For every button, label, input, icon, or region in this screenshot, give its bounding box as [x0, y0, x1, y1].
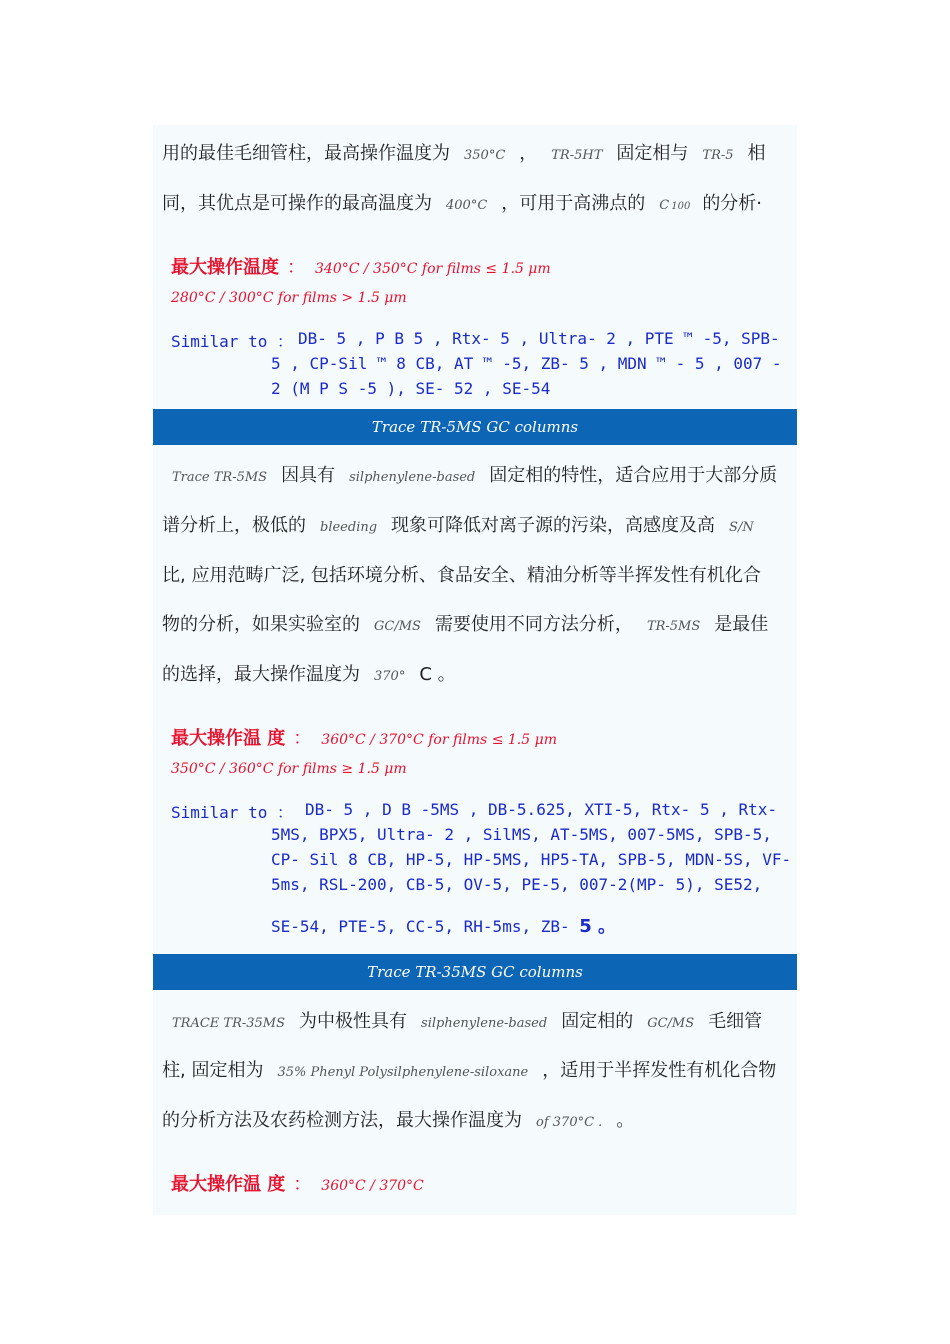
intro-line-1: 用的最佳毛细管柱，最高操作温度为 350°C ， TR-5HT 固定相与 TR-5 相: [162, 143, 766, 164]
similar-list-1-line-2: 5 , CP-Sil ™ 8 CB, AT ™ -5, ZB- 5 , MDN ™ - 5 , 007 -: [271, 354, 782, 373]
similar-list-2-line-1: DB- 5 , D B -5MS , DB-5.625, XTI-5, Rtx- 5 , Rtx-: [305, 800, 778, 819]
max-temp-heading-2: 最大操作温 度 ： 360°C / 370°C for films ≤ 1.5 μm: [171, 728, 557, 749]
tr5ms-line-5: 的选择，最大操作温度为 370° C 。: [162, 664, 456, 685]
similar-list-2-line-2: 5MS, BPX5, Ultra- 2 , SilMS, AT-5MS, 007-5MS, SPB-5,: [271, 825, 772, 844]
section-header-tr5ms: Trace TR-5MS GC columns: [153, 409, 797, 445]
similar-to-label-1: Similar to ：: [171, 332, 293, 351]
similar-list-1-line-1: DB- 5 , P B 5 , Rtx- 5 , Ultra- 2 , PTE ™ -5, SPB-: [298, 329, 780, 348]
tr35ms-line-1: TRACE TR-35MS 为中极性具有 silphenylene-based 固定相的 GC/MS 毛细管: [172, 1011, 763, 1032]
similar-list-1-line-3: 2 (M P S -5 ), SE- 52 , SE-54: [271, 379, 551, 398]
section-header-tr35ms: Trace TR-35MS GC columns: [153, 954, 797, 990]
tr5ms-line-4: 物的分析，如果实验室的 GC/MS 需要使用不同方法分析， TR-5MS 是最佳: [162, 614, 769, 635]
tr35ms-line-2: 柱, 固定相为 35% Phenyl Polysilphenylene-siloxane ，适用于半挥发性有机化合物: [162, 1060, 777, 1081]
tr5ms-line-1: Trace TR-5MS 因具有 silphenylene-based 固定相的特性，适合应用于大部分质: [172, 465, 778, 486]
similar-list-2-line-5: SE-54, PTE-5, CC-5, RH-5ms, ZB- 5 。: [271, 916, 617, 937]
max-temp-secondary-1: 280°C / 300°C for films > 1.5 μm: [171, 290, 407, 306]
similar-to-label-2: Similar to ：: [171, 803, 293, 822]
max-temp-heading-1: 最大操作温度 ： 340°C / 350°C for films ≤ 1.5 μm: [171, 257, 551, 278]
tr5ms-line-3: 比, 应用范畴广泛, 包括环境分析、食品安全、精油分析等半挥发性有机化合: [162, 565, 761, 586]
tr35ms-line-3: 的分析方法及农药检测方法，最大操作温度为 of 370°C . 。: [162, 1110, 635, 1131]
max-temp-secondary-2: 350°C / 360°C for films ≥ 1.5 μm: [171, 761, 407, 777]
similar-list-2-line-3: CP- Sil 8 CB, HP-5, HP-5MS, HP5-TA, SPB-5, MDN-5S, VF-: [271, 850, 792, 869]
max-temp-heading-3: 最大操作温 度 ： 360°C / 370°C: [171, 1174, 424, 1195]
tr5ms-line-2: 谱分析上，极低的 bleeding 现象可降低对离子源的污染，高感度及高 S/N: [162, 515, 754, 536]
intro-line-2: 同，其优点是可操作的最高温度为 400°C ，可用于高沸点的 C 100 的分析·: [162, 193, 763, 214]
similar-list-2-line-4: 5ms, RSL-200, CB-5, OV-5, PE-5, 007-2(MP- 5), SE52,: [271, 875, 763, 894]
